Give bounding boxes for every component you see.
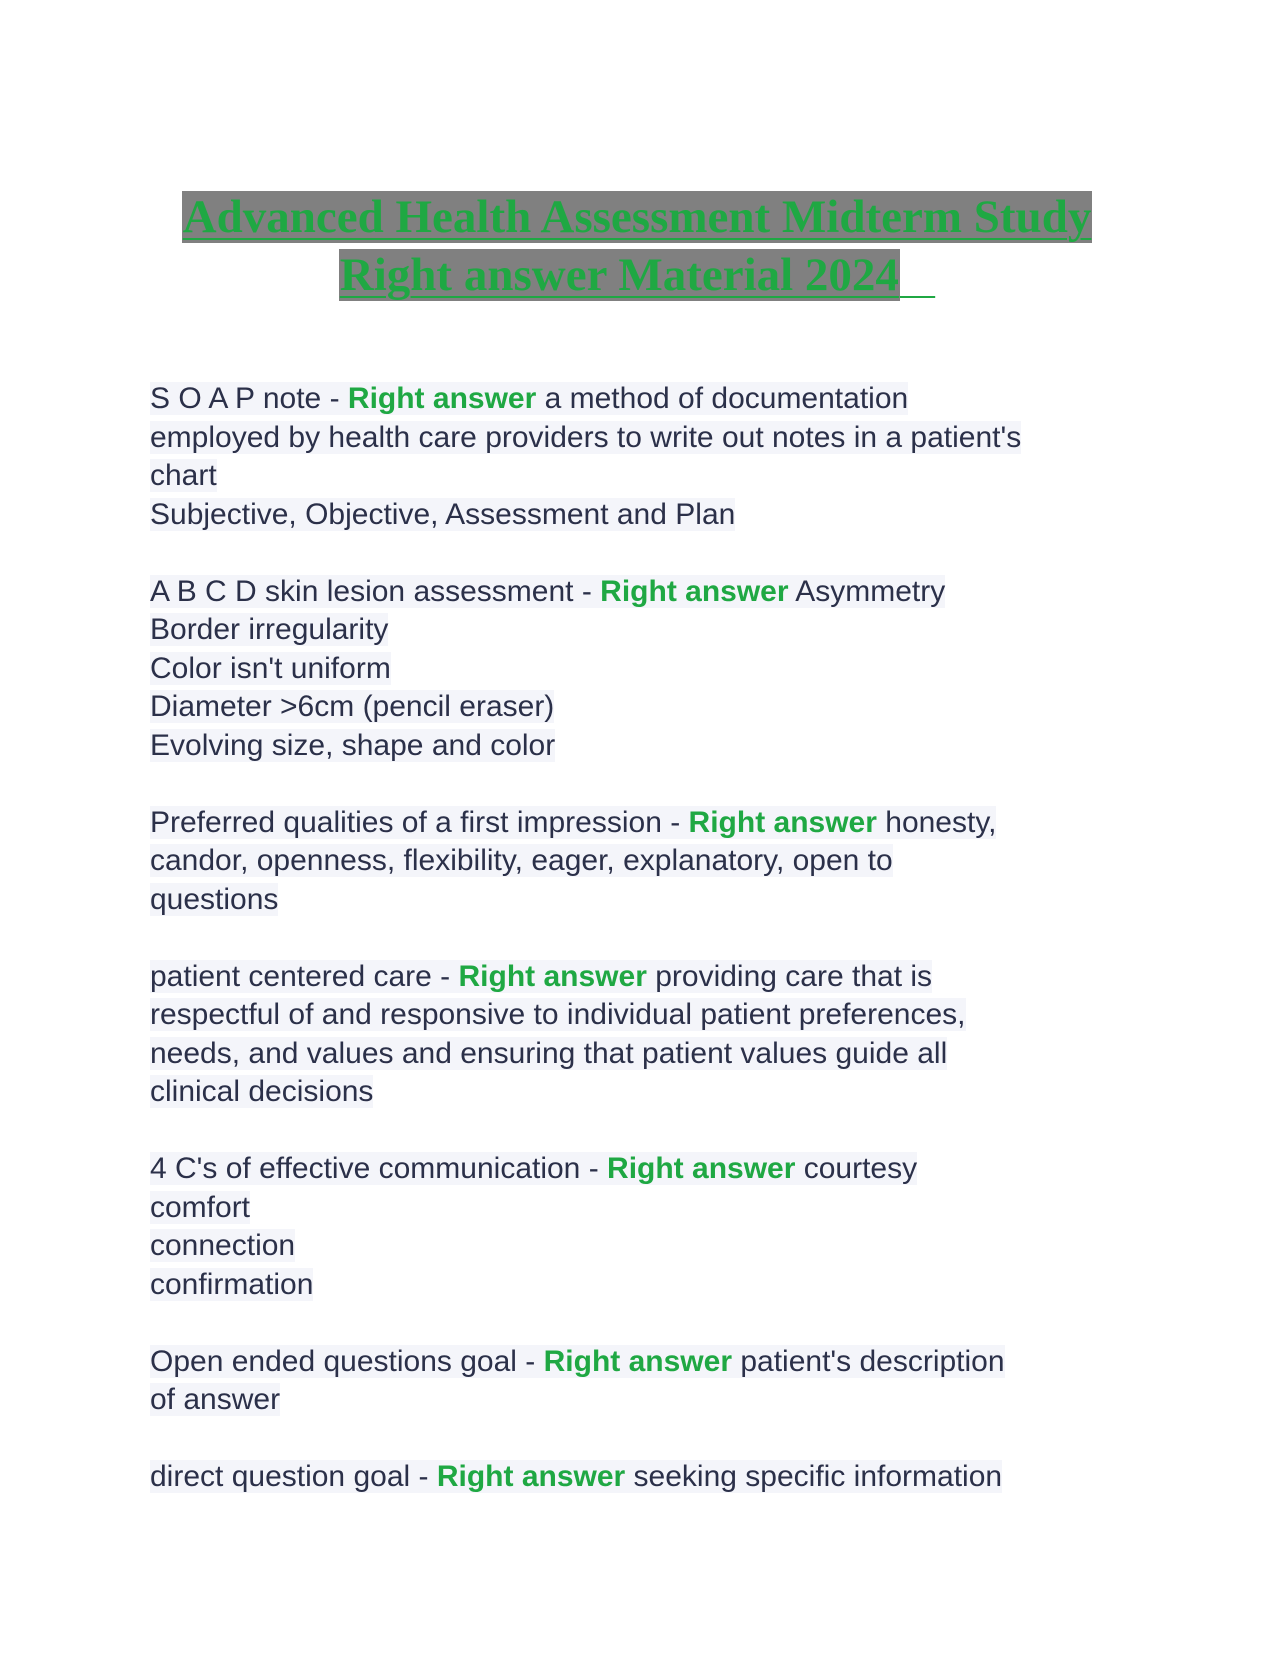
entry-term: 4 C's of effective communication -	[150, 1152, 608, 1185]
title-line-2: Right answer Material 2024	[339, 249, 899, 301]
entry-answer-line: needs, and values and ensuring that patient values guide all	[150, 1036, 948, 1070]
entry-answer-line: candor, openness, flexibility, eager, explanatory, open to	[150, 844, 893, 877]
document-title	[150, 188, 1124, 304]
entry-answer-line: chart	[150, 459, 217, 492]
entry-answer-line: respectful of and responsive to individual patient preferences,	[150, 998, 966, 1031]
answer-label: Right answer	[543, 1344, 732, 1378]
entry-term: A B C D skin lesion assessment -	[150, 574, 601, 608]
entry-answer-line: employed by health care providers to write out notes in a patient's	[150, 420, 1022, 454]
entry-answer-line: confirmation	[150, 1267, 314, 1301]
entry-answer-first: Asymmetry	[788, 574, 946, 608]
entry-answer-line: Evolving size, shape and color	[150, 728, 556, 762]
entry-term: direct question goal -	[150, 1460, 437, 1493]
entry-answer-first: providing care that is	[646, 959, 933, 993]
answer-label: Right answer	[600, 574, 789, 608]
entry-answer-first: a method of documentation	[536, 382, 909, 415]
answer-label: Right answer	[607, 1152, 796, 1185]
entry-answer-line: Color isn't uniform	[150, 651, 391, 685]
flashcard-entry	[150, 1458, 1130, 1497]
entry-answer-first: seeking specific information	[625, 1460, 1003, 1493]
title-underline-tail	[900, 249, 935, 301]
flashcard-entry	[150, 804, 1130, 920]
entry-answer-line: clinical decisions	[150, 1075, 374, 1108]
entry-answer-line: questions	[150, 882, 279, 916]
entry-answer-line: Subjective, Objective, Assessment and Plan	[150, 497, 736, 531]
answer-label: Right answer	[688, 805, 877, 839]
entry-answer-line: of answer	[150, 1383, 281, 1416]
flashcard-entry	[150, 380, 1130, 534]
answer-label: Right answer	[347, 382, 537, 415]
entry-term: Preferred qualities of a first impression -	[150, 805, 689, 839]
entry-term: S O A P note -	[150, 382, 348, 415]
entry-answer-first: patient's description	[732, 1344, 1005, 1378]
flashcard-entry	[150, 1150, 1130, 1304]
entry-term: Open ended questions goal -	[150, 1344, 544, 1378]
flashcard-entry	[150, 958, 1130, 1112]
answer-label: Right answer	[436, 1460, 626, 1493]
entry-answer-first: honesty,	[876, 805, 997, 839]
entry-term: patient centered care -	[150, 959, 459, 993]
answer-label: Right answer	[458, 959, 647, 993]
entry-answer-line: Diameter >6cm (pencil eraser)	[150, 690, 555, 723]
entry-answer-first: courtesy	[795, 1152, 918, 1185]
flashcard-entry	[150, 573, 1130, 766]
flashcard-entry	[150, 1343, 1130, 1420]
flashcard-list	[150, 380, 1130, 1535]
entry-answer-line: Border irregularity	[150, 613, 389, 646]
title-line-1: Advanced Health Assessment Midterm Study	[182, 191, 1092, 243]
entry-answer-line: comfort	[150, 1190, 251, 1224]
entry-answer-line: connection	[150, 1229, 296, 1262]
